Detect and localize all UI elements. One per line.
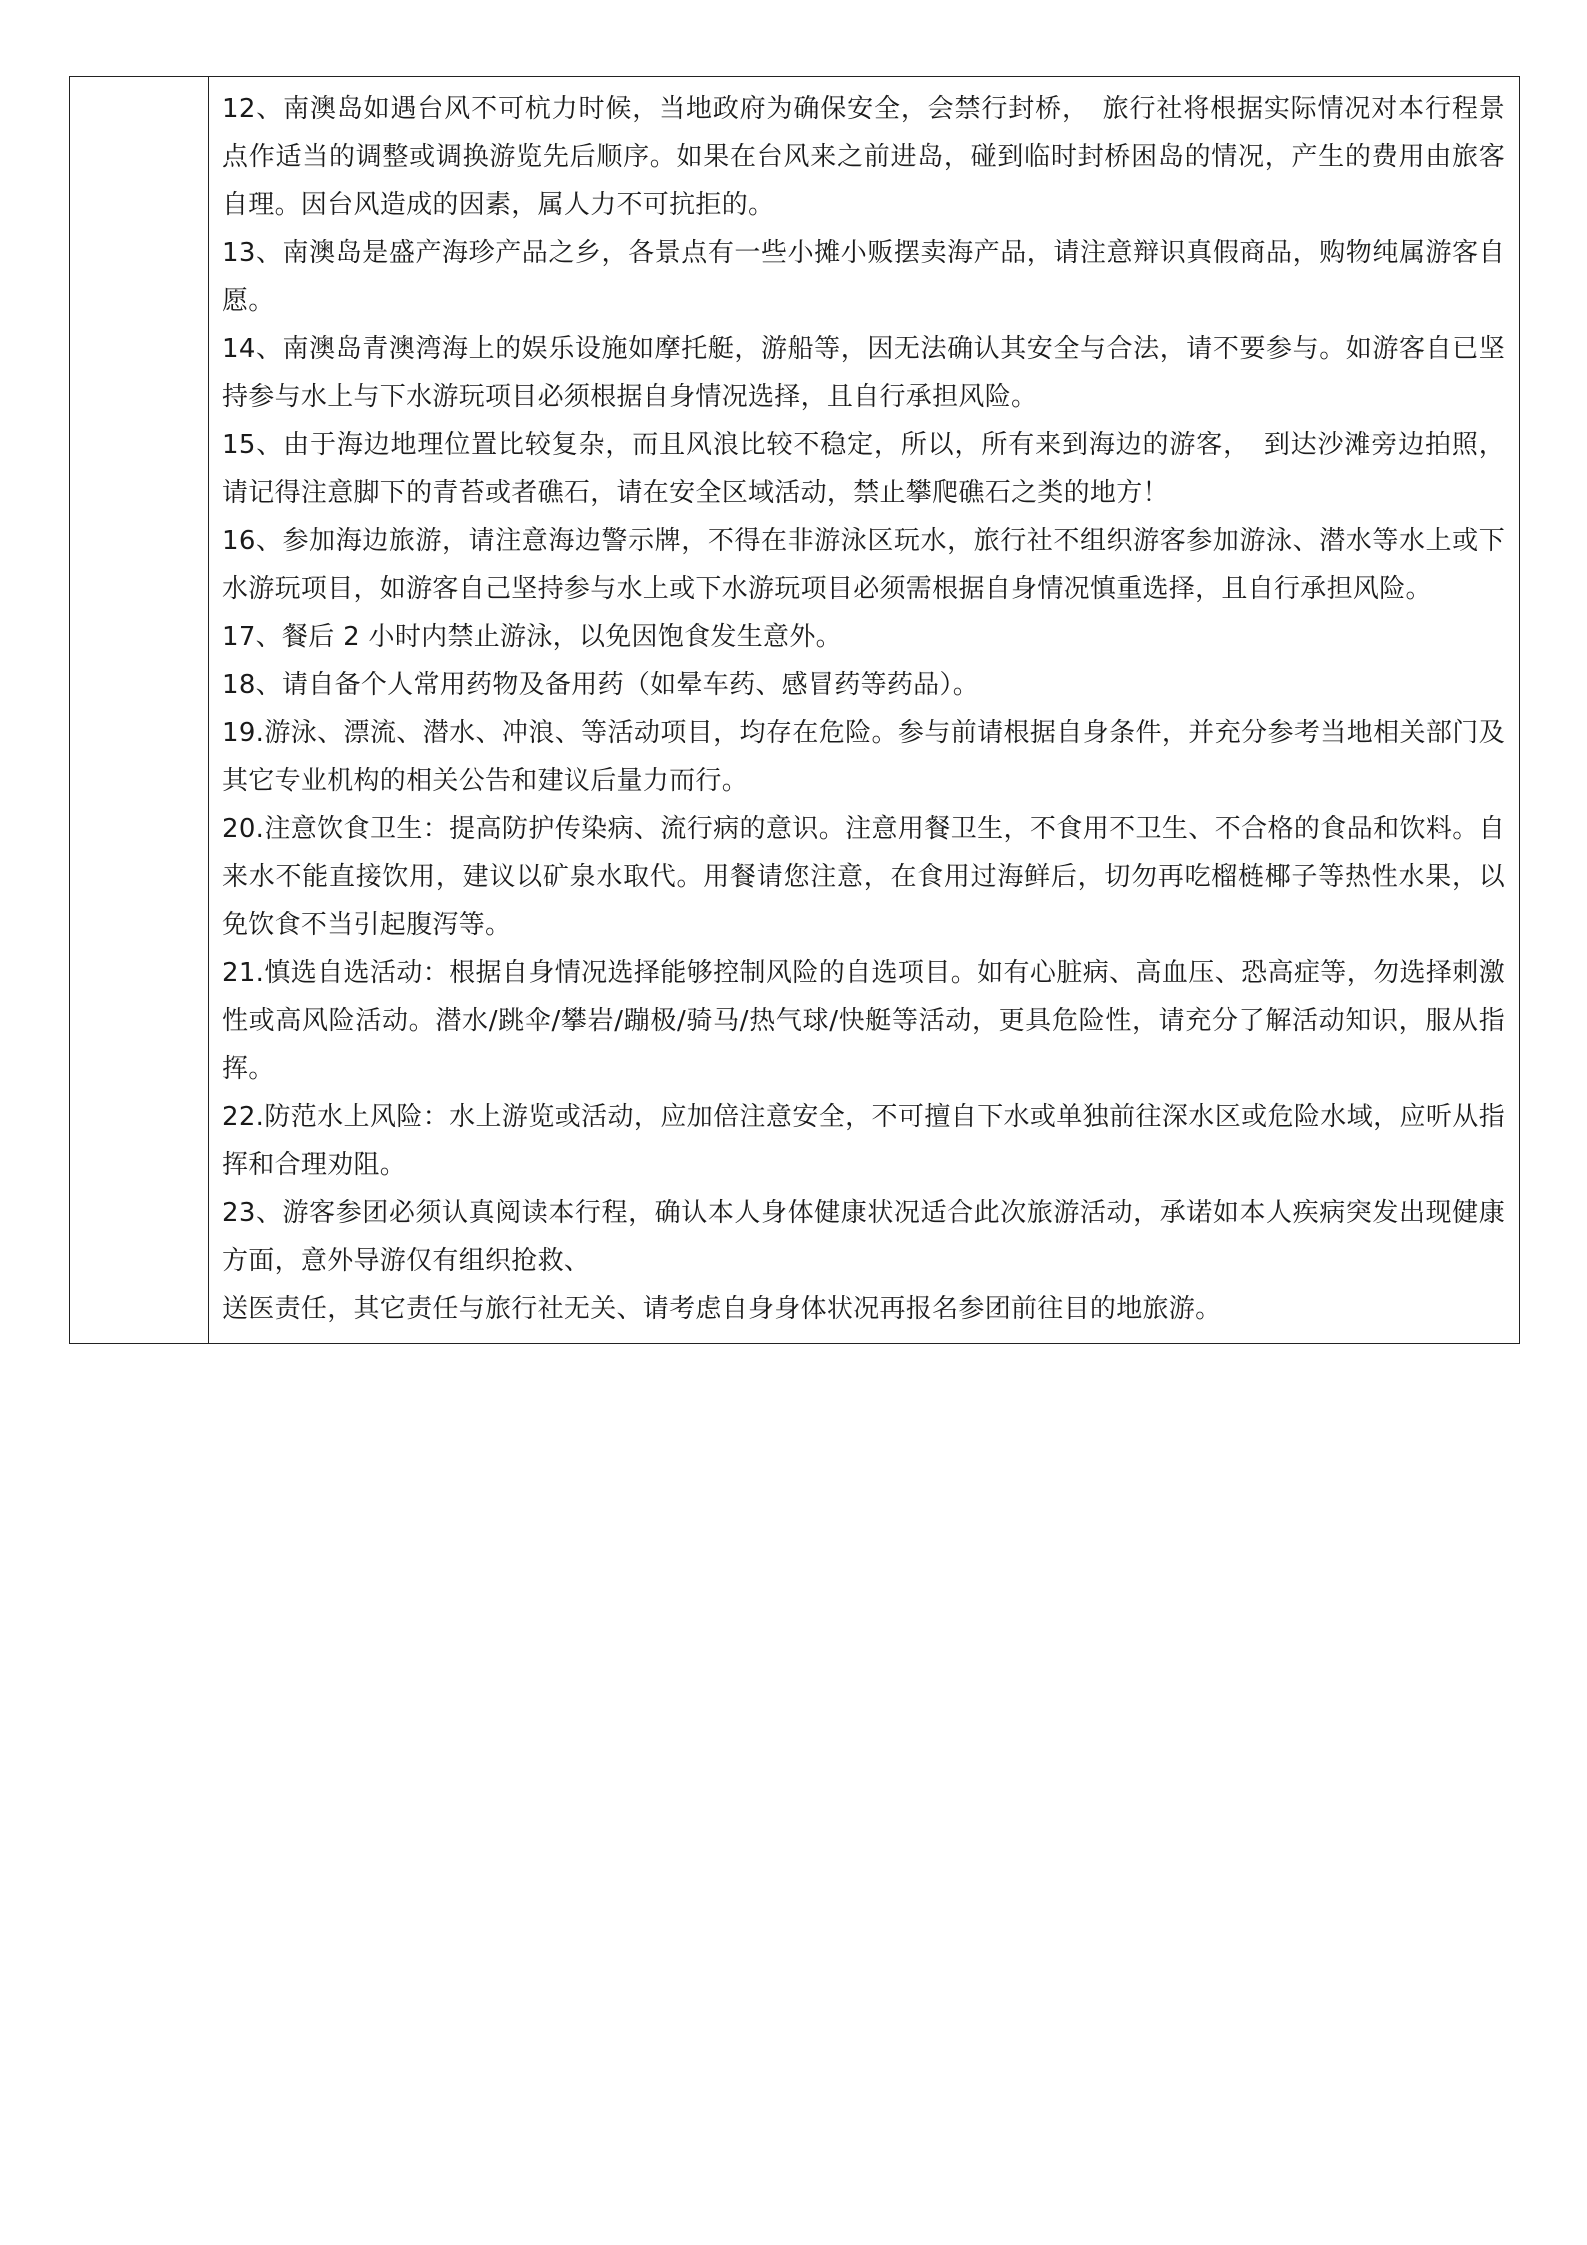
notice-item-17: 17、餐后 2 小时内禁止游泳，以免因饱食发生意外。 (222, 622, 842, 652)
notice-item-23: 23、游客参团必须认真阅读本行程，确认本人身体健康状况适合此次旅游活动，承诺如本人疾病突发出现健康方面，意外导游仅有组织抢救、 (222, 1198, 1505, 1276)
notice-item-21: 21.慎选自选活动：根据自身情况选择能够控制风险的自选项目。如有心脏病、高血压、恐高症等，勿选择刺激性或高风险活动。潜水/跳伞/攀岩/蹦极/骑马/热气球/快艇等活动，更具危险性，请充分了解活动知识，服从指挥。 (222, 958, 1505, 1084)
notice-item-14: 14、南澳岛青澳湾海上的娱乐设施如摩托艇，游船等，因无法确认其安全与合法，请不要参与。如游客自已坚持参与水上与下水游玩项目必须根据自身情况选择，且自行承担风险。 (222, 334, 1505, 412)
notice-item-15: 15、由于海边地理位置比较复杂，而且风浪比较不稳定，所以，所有来到海边的游客， 到达沙滩旁边拍照，请记得注意脚下的青苔或者礁石，请在安全区域活动，禁止攀爬礁石之类的地方！ (222, 430, 1505, 508)
notice-item-18: 18、请自备个人常用药物及备用药（如晕车药、感冒药等药品）。 (222, 670, 980, 700)
notice-item-16: 16、参加海边旅游，请注意海边警示牌，不得在非游泳区玩水，旅行社不组织游客参加游泳、潜水等水上或下水游玩项目，如游客自己坚持参与水上或下水游玩项目必须需根据自身情况慎重选择，且自行承担风险。 (222, 526, 1505, 604)
notice-item-20: 20.注意饮食卫生：提高防护传染病、流行病的意识。注意用餐卫生，不食用不卫生、不合格的食品和饮料。自来水不能直接饮用，建议以矿泉水取代。用餐请您注意，在食用过海鲜后，切勿再吃榴梿椰子等热性水果，以免饮食不当引起腹泻等。 (222, 814, 1505, 940)
notice-item-23-continued: 送医责任，其它责任与旅行社无关、请考虑自身身体状况再报名参团前往目的地旅游。 (222, 1294, 1222, 1324)
notice-content-cell (209, 77, 1519, 1343)
empty-label-cell (70, 77, 209, 1343)
notice-item-22: 22.防范水上风险：水上游览或活动，应加倍注意安全，不可擅自下水或单独前往深水区或危险水域，应听从指挥和合理劝阻。 (222, 1102, 1505, 1180)
notice-item-12: 12、南澳岛如遇台风不可杭力时候，当地政府为确保安全，会禁行封桥， 旅行社将根据实际情况对本行程景点作适当的调整或调换游览先后顺序。如果在台风来之前进岛，碰到临时封桥困岛的情况，产生的费用由旅客自理。因台风造成的因素，属人力不可抗拒的。 (222, 94, 1505, 220)
notice-item-19: 19.游泳、漂流、潜水、冲浪、等活动项目，均存在危险。参与前请根据自身条件，并充分参考当地相关部门及其它专业机构的相关公告和建议后量力而行。 (222, 718, 1505, 796)
notice-table (69, 76, 1520, 1344)
notice-item-13: 13、南澳岛是盛产海珍产品之乡，各景点有一些小摊小贩摆卖海产品，请注意辩识真假商品，购物纯属游客自愿。 (222, 238, 1505, 316)
